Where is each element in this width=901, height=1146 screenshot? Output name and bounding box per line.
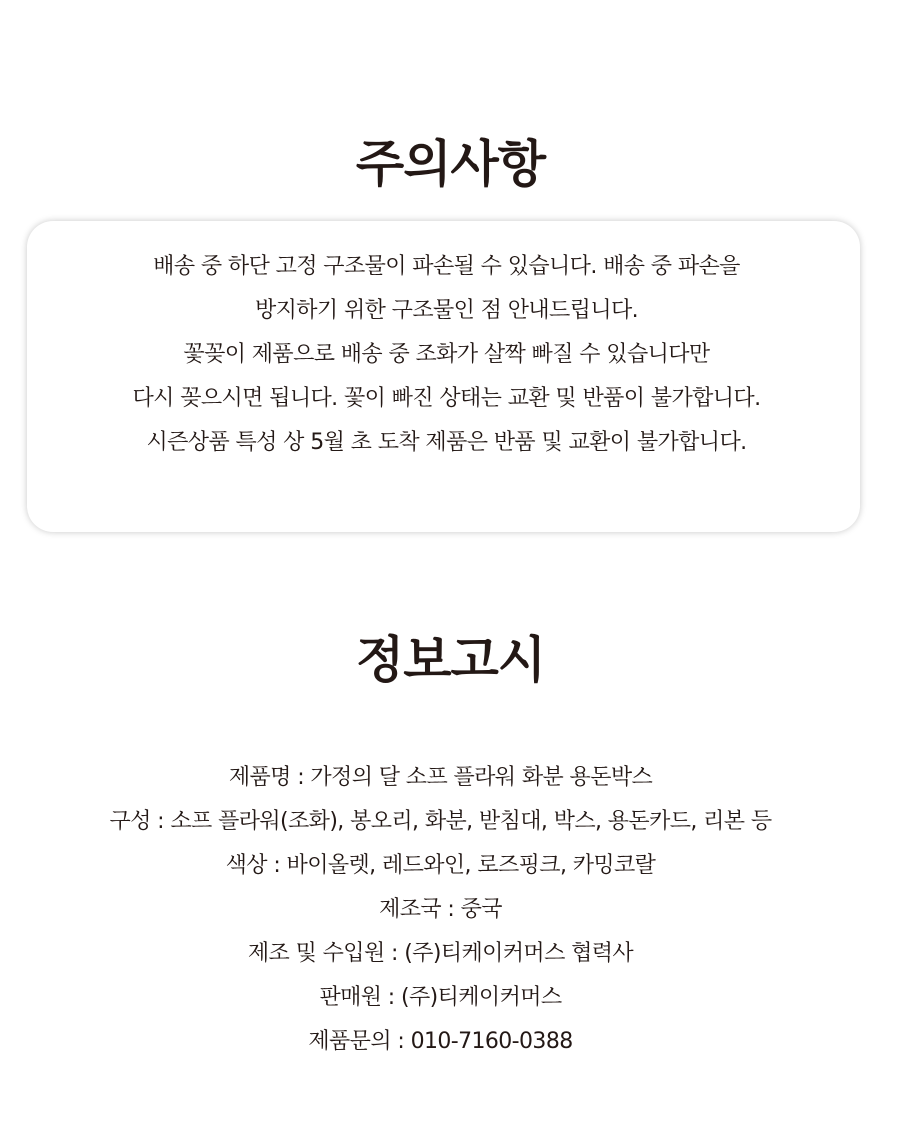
manufacturer-line: 제조 및 수입원 : (주)티케이커머스 협력사 <box>247 941 634 966</box>
composition-line: 구성 : 소프 플라워(조화), 봉오리, 화분, 받침대, 박스, 용돈카드, 리본 등 <box>109 809 772 834</box>
caution-line: 배송 중 하단 고정 구조물이 파손될 수 있습니다. 배송 중 파손을 <box>153 254 740 279</box>
product-name-line: 제품명 : 가정의 달 소프 플라워 화분 용돈박스 <box>228 765 653 790</box>
contact-line: 제품문의 : 010-7160-0388 <box>308 1029 573 1054</box>
caution-line: 시즌상품 특성 상 5월 초 도착 제품은 반품 및 교환이 불가합니다. <box>146 430 747 455</box>
caution-text-list <box>0 245 893 465</box>
country-of-origin-line: 제조국 : 중국 <box>379 897 502 922</box>
color-options-line: 색상 : 바이올렛, 레드와인, 로즈핑크, 카밍코랄 <box>225 853 656 878</box>
product-info-list <box>0 756 881 1064</box>
caution-line: 다시 꽂으시면 됩니다. 꽃이 빠진 상태는 교환 및 반품이 불가합니다. <box>132 386 761 411</box>
seller-line: 판매원 : (주)티케이커머스 <box>319 985 562 1010</box>
caution-line: 꽃꽂이 제품으로 배송 중 조화가 살짝 빠질 수 있습니다만 <box>183 342 710 367</box>
caution-line: 방지하기 위한 구조물인 점 안내드립니다. <box>254 298 639 323</box>
info-title: 정보고시 <box>355 631 546 689</box>
caution-title: 주의사항 <box>355 135 546 193</box>
